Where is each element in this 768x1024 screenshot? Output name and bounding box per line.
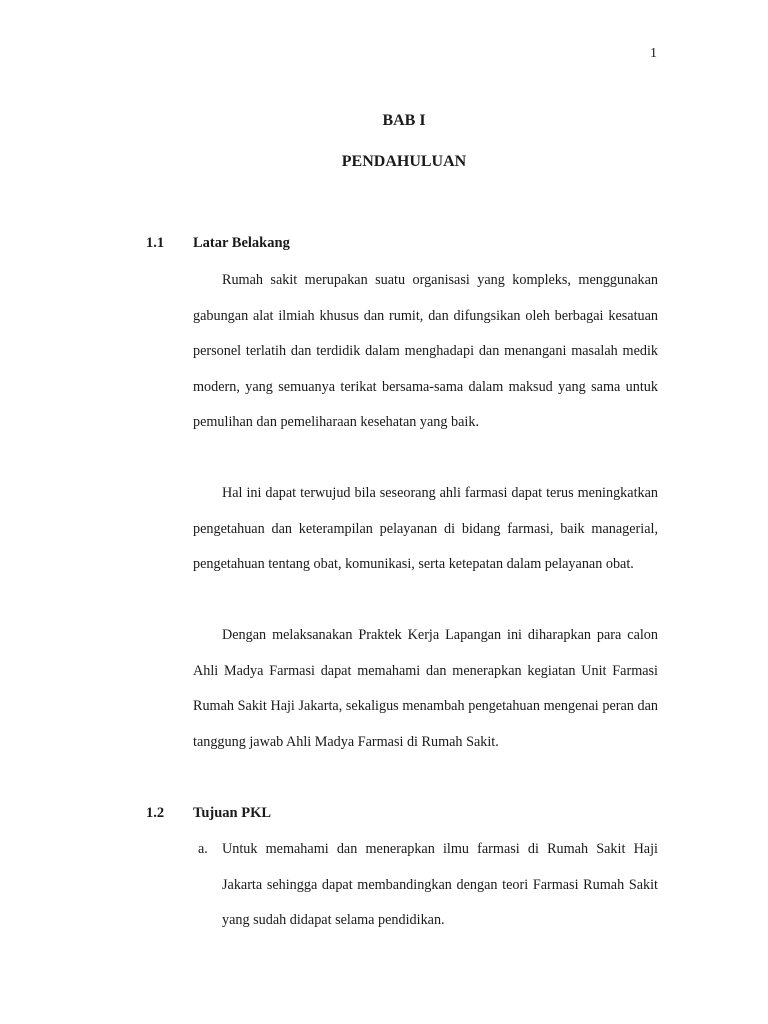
list-marker: a. (198, 841, 208, 857)
chapter-label: BAB I (382, 112, 426, 129)
section-title: Latar Belakang (193, 235, 290, 251)
section-number: 1.1 (146, 235, 165, 251)
chapter-title: PENDAHULUAN (341, 153, 467, 170)
paragraph: Rumah sakit merupakan suatu organisasi yang kompleks, menggunakan gabungan alat ilmiah khusus dan rumit, dan difungsikan oleh berbagai kesatuan personel terlatih dan terdidik dalam menghadapi dan menangani masalah medik modern, yang semuanya terikat bersama-sama dalam maksud yang sama untuk pemulihan dan pemeliharaan kesehatan yang baik. (193, 272, 658, 431)
section-title: Tujuan PKL (193, 805, 272, 821)
paragraph: Hal ini dapat terwujud bila seseorang ahli farmasi dapat terus meningkatkan pengetahuan dan keterampilan pelayanan di bidang farmasi, baik managerial, pengetahuan tentang obat, komunikasi, serta ketepatan dalam pelayanan obat. (193, 485, 658, 573)
list-item-text: Untuk memahami dan menerapkan ilmu farmasi di Rumah Sakit Haji Jakarta sehingga dapat membandingkan dengan teori Farmasi Rumah Sakit yang sudah didapat selama pendidikan. (222, 841, 658, 929)
section-number: 1.2 (146, 805, 165, 821)
paragraph: Dengan melaksanakan Praktek Kerja Lapangan ini diharapkan para calon Ahli Madya Farmasi dapat memahami dan menerapkan kegiatan Unit Farmasi Rumah Sakit Haji Jakarta, sekaligus menambah pengetahuan mengenai peran dan tanggung jawab Ahli Madya Farmasi di Rumah Sakit. (193, 627, 658, 750)
page-number: 1 (650, 46, 657, 61)
